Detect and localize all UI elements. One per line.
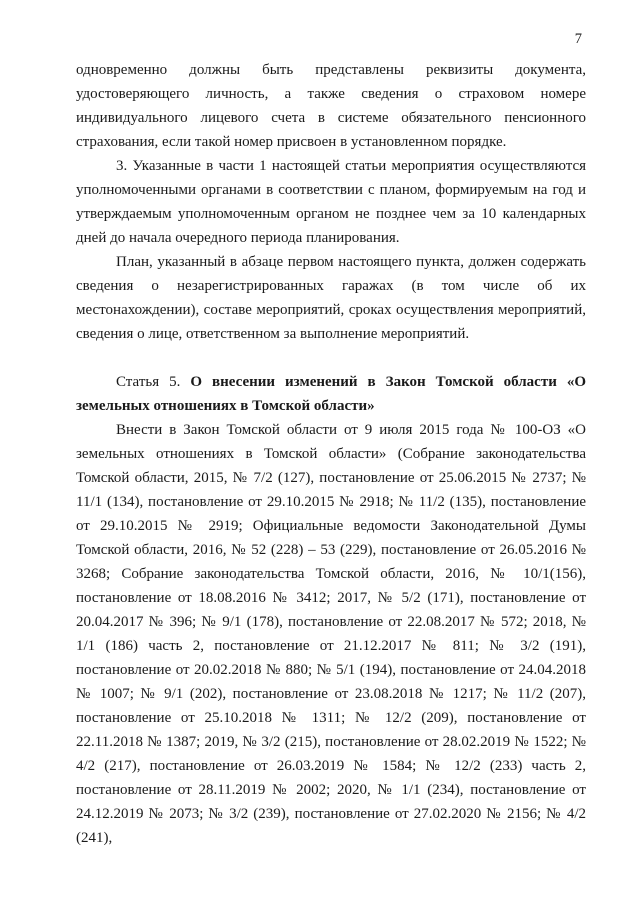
article-body: Внести в Закон Томской области от 9 июля 2015 года № 100-ОЗ «О земельных отношениях в Томской области» (Собрание законодательства Томской области, 2015, № 7/2 (127), постановление от 25.06.2015 № 2737; № 11/1 (134), постановление от 29.10.2015 № 2918; № 11/2 (135), постановление от 29.10.2015 № 2919; Официальные ведомости Законодательной Думы Томской области, 2016, № 52 (228) – 53 (229), постановление от 26.05.2016 № 3268; Собрание законодательства Томской области, 2016, № 10/1(156), постановление от 18.08.2016 № 3412; 2017, № 5/2 (171), постановление от 20.04.2017 № 396; № 9/1 (178), постановление от 22.08.2017 № 572; 2018, № 1/1 (186) часть 2, постановление от 21.12.2017 № 811; № 3/2 (191), постановление от 20.02.2018 № 880; № 5/1 (194), постановление от 24.04.2018 № 1007; № 9/1 (202), постановление от 23.08.2018 № 1217; № 11/2 (207), постановление от 25.10.2018 № 1311; № 12/2 (209), постановление от 22.11.2018 № 1387; 2019, № 3/2 (215), постановление от 28.02.2019 № 1522; № 4/2 (217), постановление от 26.03.2019 № 1584; № 12/2 (233) часть 2, постановление от 28.11.2019 № 2002; 2020, № 1/1 (234), постановление от 24.12.2019 № 2073; № 3/2 (239), постановление от 27.02.2020 № 2156; № 4/2 (241),	[76, 422, 586, 846]
paragraph-plan: План, указанный в абзаце первом настоящего пункта, должен содержать сведения о незарегистрированных гаражах (в том числе об их местонахождении), составе мероприятий, сроках осуществления мероприятий, сведения о лице, ответственном за выполнение мероприятий.	[76, 254, 586, 342]
page-number: 7	[574, 31, 582, 47]
paragraph-continuation: одновременно должны быть представлены реквизиты документа, удостоверяющего личность, а также сведения о страховом номере индивидуального лицевого счета в системе обязательного пенсионного страхования, если такой номер присвоен в установленном порядке.	[76, 62, 586, 150]
article-heading	[76, 370, 586, 418]
document-body	[76, 58, 586, 850]
paragraph-item-3: 3. Указанные в части 1 настоящей статьи мероприятия осуществляются уполномоченными органами в соответствии с планом, формируемым на год и утверждаемым уполномоченным органом не позднее чем за 10 календарных дней до начала очередного периода планирования.	[76, 158, 586, 246]
article-title: О внесении изменений в Закон Томской области «О земельных отношениях в Томской области»	[76, 374, 587, 414]
article-number: Статья 5.	[116, 374, 181, 390]
